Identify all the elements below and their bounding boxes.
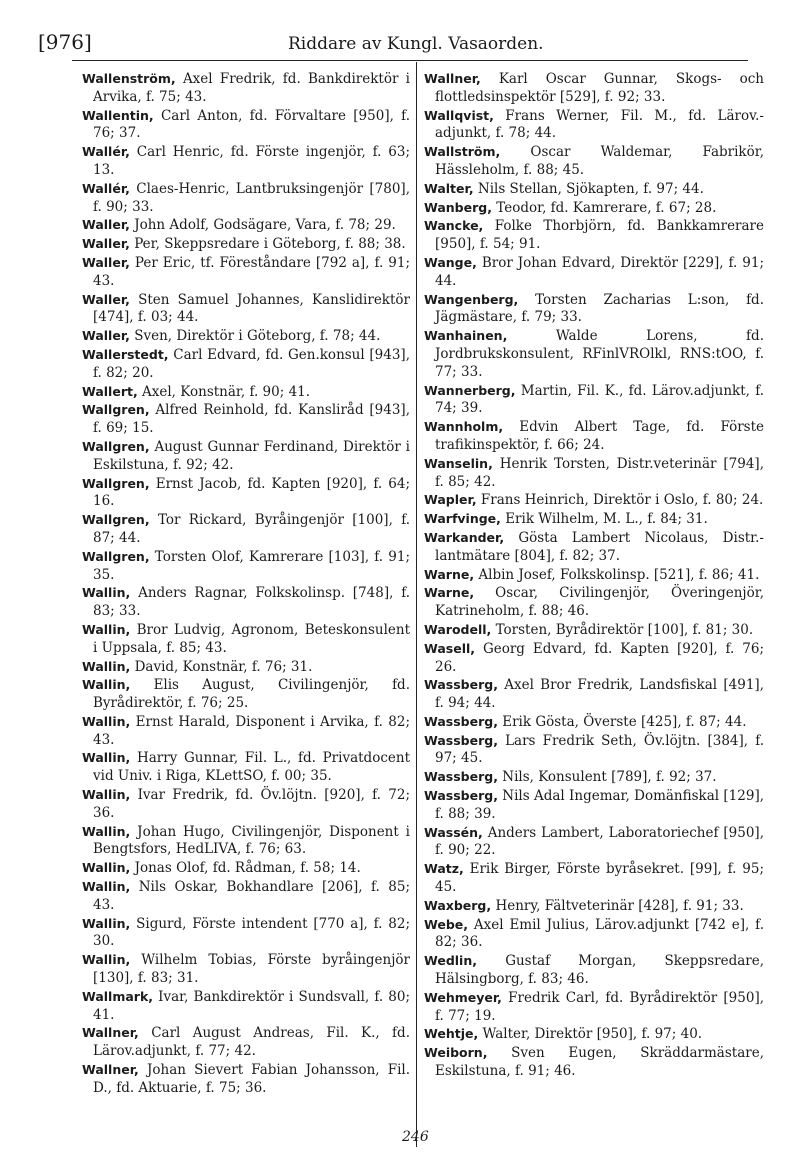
entry-name: Waller, [82, 254, 130, 270]
register-entry [82, 859, 410, 878]
register-entry [424, 989, 764, 1026]
entry-details: Lars Fredrik Seth, Öv.löjtn. [384], f. 97; 45. [435, 732, 765, 767]
entry-details: Sven Eugen, Skräddarmästare, Eskilstuna, f. 91; 46. [435, 1045, 764, 1080]
entry-details: Frans Werner, Fil. M., fd. Lärov.-adjunkt, f. 78; 44. [435, 107, 764, 142]
entry-name: Wallér, [82, 144, 130, 160]
entry-details: Carl August Andreas, Fil. K., fd. Lärov.adjunkt, f. 77; 42. [93, 1025, 410, 1060]
entry-name: Wanhainen, [424, 328, 508, 344]
entry-name: Wallin, [82, 823, 131, 839]
register-entry [424, 621, 764, 640]
register-entry [424, 491, 764, 510]
entry-details: Ernst Harald, Disponent i Arvika, f. 82; 43. [93, 713, 410, 748]
entry-details: Nils, Konsulent [789], f. 92; 37. [502, 769, 717, 786]
entry-details: Nils Oskar, Bokhandlare [206], f. 85; 43. [93, 879, 410, 913]
register-entry [424, 254, 764, 291]
entry-details: Karl Oscar Gunnar, Skogs- och flottledsinspektör [529], f. 92; 33. [435, 71, 764, 105]
entry-details: Albin Josef, Folkskolinsp. [521], f. 86; 41. [478, 566, 760, 583]
entry-name: Wallgren, [82, 512, 150, 528]
entry-name: Wannerberg, [424, 382, 516, 398]
entry-name: Wallin, [82, 658, 131, 674]
entry-name: Wanberg, [424, 199, 492, 215]
running-title: Riddare av Kungl. Vasaorden. [288, 34, 544, 54]
register-entry [82, 107, 410, 144]
entry-name: Wallin, [82, 750, 131, 766]
entry-name: Waller, [82, 291, 130, 307]
register-entry [424, 70, 764, 107]
entry-details: Sten Samuel Johannes, Kanslidirektör [474], f. 03; 44. [93, 291, 410, 326]
entry-details: Bror Johan Edvard, Direktör [229], f. 91; 44. [435, 254, 764, 289]
entry-name: Wancke, [424, 218, 484, 234]
entry-name: Warodell, [424, 621, 492, 637]
register-entry [424, 897, 764, 916]
register-entry [82, 438, 410, 475]
entry-details: Oscar, Civilingenjör, Överingenjör, Katrineholm, f. 88; 46. [435, 585, 764, 620]
register-entry [424, 199, 764, 218]
entry-details: Georg Edvard, fd. Kapten [920], f. 76; 26. [435, 640, 764, 675]
entry-details: Gösta Lambert Nicolaus, Distr.-lantmätare [804], f. 82; 37. [435, 529, 764, 564]
register-entry [424, 291, 764, 328]
entry-name: Wallin, [82, 915, 131, 931]
register-entry [82, 658, 410, 677]
entry-details: Bror Ludvig, Agronom, Beteskonsulent i Uppsala, f. 85; 43. [93, 621, 411, 656]
entry-details: Tor Rickard, Byråingenjör [100], f. 87; 44. [93, 512, 411, 546]
register-entry [424, 860, 764, 897]
left-column [82, 70, 410, 1098]
right-column [424, 70, 764, 1081]
entry-name: Waller, [82, 236, 130, 252]
entry-name: Wallér, [82, 180, 130, 196]
register-entry [82, 988, 410, 1025]
header-rule [72, 60, 748, 61]
page-reference: [976] [38, 30, 92, 54]
register-entry [82, 254, 410, 291]
register-entry [424, 510, 764, 529]
entry-details: Axel, Konstnär, f. 90; 41. [142, 383, 311, 400]
register-entry [82, 216, 410, 235]
register-entry [424, 217, 764, 254]
entry-name: Wallin, [82, 787, 131, 803]
entry-name: Wehmeyer, [424, 989, 502, 1005]
register-entry [424, 713, 764, 732]
entry-name: Wassberg, [424, 732, 498, 748]
entry-name: Walter, [424, 180, 474, 196]
entry-details: Axel Emil Julius, Lärov.adjunkt [742 e], f. 82; 36. [435, 916, 764, 951]
entry-details: Erik Gösta, Överste [425], f. 87; 44. [502, 713, 747, 730]
entry-name: Wassberg, [424, 769, 498, 785]
entry-name: Weiborn, [424, 1045, 488, 1061]
entry-details: Johan Hugo, Civilingenjör, Disponent i Bengtsfors, HedLIVA, f. 76; 63. [93, 823, 410, 858]
register-entry [82, 951, 410, 988]
register-entry [82, 346, 410, 383]
entry-name: Waller, [82, 217, 130, 233]
entry-details: Per, Skeppsredare i Göteborg, f. 88; 38. [134, 236, 406, 253]
entry-name: Wallner, [82, 1062, 139, 1078]
register-entry [82, 383, 410, 402]
register-entry [424, 952, 764, 989]
register-entry [424, 327, 764, 381]
register-entry [424, 732, 764, 769]
entry-details: Torsten, Byrådirektör [100], f. 81; 30. [495, 621, 754, 638]
entry-details: Elis August, Civilingenjör, fd. Byrådirektör, f. 76; 25. [93, 677, 410, 712]
register-entry [424, 418, 764, 455]
entry-name: Wallin, [82, 879, 131, 895]
register-entry [82, 548, 410, 585]
entry-name: Webe, [424, 916, 468, 932]
entry-name: Wassberg, [424, 788, 498, 804]
entry-name: Wallentin, [82, 107, 154, 123]
entry-name: Wassén, [424, 824, 483, 840]
entry-name: Wallner, [424, 71, 481, 86]
register-entry [82, 1061, 410, 1098]
entry-details: Ivar Fredrik, fd. Öv.löjtn. [920], f. 72; 36. [93, 787, 410, 821]
entry-details: Folke Thorbjörn, fd. Bankkamrerare [950], f. 54; 91. [435, 218, 765, 253]
entry-name: Wanselin, [424, 455, 493, 471]
entry-details: Gustaf Morgan, Skeppsredare, Hälsingborg, f. 83; 46. [435, 953, 764, 988]
entry-details: Harry Gunnar, Fil. L., fd. Privatdocent vid Univ. i Riga, KLettSO, f. 00; 35. [93, 750, 410, 785]
entry-details: Axel Bror Fredrik, Landsfiskal [491], f. 94; 44. [435, 677, 764, 712]
entry-name: Wallner, [82, 1025, 139, 1041]
entry-name: Wallgren, [82, 402, 150, 418]
entry-details: Ivar, Bankdirektör i Sundsvall, f. 80; 41. [93, 988, 410, 1023]
entry-details: Wilhelm Tobias, Förste byråingenjör [130], f. 83; 31. [93, 952, 410, 987]
register-entry [82, 584, 410, 621]
entry-details: Henrik Torsten, Distr.veterinär [794], f. 85; 42. [435, 455, 764, 490]
entry-name: Wallenström, [82, 71, 176, 86]
entry-details: Nils Stellan, Sjökapten, f. 97; 44. [477, 180, 704, 197]
register-entry [424, 1025, 764, 1044]
entry-name: Wallin, [82, 621, 131, 637]
entry-details: John Adolf, Godsägare, Vara, f. 78; 29. [134, 217, 396, 234]
register-entry [82, 676, 410, 713]
register-entry [82, 475, 410, 512]
register-entry [424, 529, 764, 566]
entry-details: Carl Henric, fd. Förste ingenjör, f. 63; 13. [93, 144, 411, 178]
entry-details: Teodor, fd. Kamrerare, f. 67; 28. [496, 199, 717, 216]
entry-details: Axel Fredrik, fd. Bankdirektör i Arvika, f. 75; 43. [93, 71, 410, 105]
entry-details: August Gunnar Ferdinand, Direktör i Eskilstuna, f. 92; 42. [93, 438, 410, 473]
register-entry [82, 511, 410, 548]
entry-name: Wannholm, [424, 419, 504, 435]
register-entry [82, 180, 410, 217]
entry-name: Waxberg, [424, 897, 492, 913]
entry-name: Wassberg, [424, 677, 498, 693]
register-entry [424, 584, 764, 621]
register-entry [424, 180, 764, 199]
register-entry [424, 107, 764, 144]
page-number: 246 [402, 1129, 429, 1145]
entry-details: Alfred Reinhold, fd. Kansliråd [943], f. 69; 15. [93, 402, 410, 437]
entry-name: Wallin, [82, 952, 131, 968]
register-entry [424, 382, 764, 419]
entry-details: Martin, Fil. K., fd. Lärov.adjunkt, f. 74; 39. [435, 382, 764, 417]
register-entry [424, 676, 764, 713]
entry-details: Fredrik Carl, fd. Byrådirektör [950], f. 77; 19. [435, 989, 764, 1024]
entry-details: Per Eric, tf. Föreståndare [792 a], f. 91; 43. [93, 254, 410, 289]
entry-name: Waller, [82, 328, 130, 344]
entry-details: Henry, Fältveterinär [428], f. 91; 33. [495, 897, 744, 914]
register-entry [424, 824, 764, 861]
entry-name: Wallin, [82, 585, 131, 601]
entry-name: Wallin, [82, 713, 131, 729]
register-entry [82, 235, 410, 254]
entry-details: Erik Wilhelm, M. L., f. 84; 31. [505, 511, 708, 528]
entry-details: Anders Ragnar, Folkskolinsp. [748], f. 83; 33. [93, 585, 411, 620]
register-entry [82, 70, 410, 107]
entry-details: Johan Sievert Fabian Johansson, Fil. D., fd. Aktuarie, f. 75; 36. [93, 1062, 411, 1096]
entry-details: Anders Lambert, Laboratoriechef [950], f. 90; 22. [435, 824, 764, 859]
entry-name: Wallqvist, [424, 107, 494, 123]
register-entry [82, 749, 410, 786]
register-entry [424, 916, 764, 953]
register-entry [82, 915, 410, 952]
entry-name: Wallerstedt, [82, 346, 169, 362]
entry-name: Warfvinge, [424, 511, 501, 527]
entry-name: Wallgren, [82, 438, 150, 454]
entry-details: Carl Anton, fd. Förvaltare [950], f. 76; 37. [93, 107, 410, 142]
register-entry [424, 566, 764, 585]
register-entry [82, 401, 410, 438]
register-entry [424, 1044, 764, 1081]
entry-name: Wallström, [424, 144, 501, 160]
entry-details: Sigurd, Förste intendent [770 a], f. 82; 30. [93, 915, 411, 950]
entry-details: Edvin Albert Tage, fd. Förste trafikinspektör, f. 66; 24. [435, 419, 764, 453]
entry-details: Carl Edvard, fd. Gen.konsul [943], f. 82; 20. [93, 346, 410, 381]
entry-name: Watz, [424, 861, 464, 877]
entry-name: Wehtje, [424, 1026, 479, 1042]
register-entry [424, 455, 764, 492]
register-entry [82, 823, 410, 860]
entry-details: Sven, Direktör i Göteborg, f. 78; 44. [134, 328, 381, 345]
entry-name: Wallin, [82, 860, 131, 876]
entry-details: Jonas Olof, fd. Rådman, f. 58; 14. [134, 860, 361, 877]
entry-name: Wallin, [82, 677, 131, 693]
entry-name: Wallgren, [82, 475, 150, 491]
register-entry [82, 291, 410, 328]
register-entry [82, 327, 410, 346]
register-entry [424, 787, 764, 824]
entry-details: Walde Lorens, fd. Jordbrukskonsulent, RFinlVROlkl, RNS:tOO, f. 77; 33. [435, 328, 764, 380]
entry-name: Wallert, [82, 383, 138, 399]
entry-details: Nils Adal Ingemar, Domänfiskal [129], f. 88; 39. [435, 788, 765, 822]
entry-details: Erik Birger, Förste byråsekret. [99], f. 95; 45. [435, 861, 764, 896]
register-entry [82, 713, 410, 750]
entry-details: David, Konstnär, f. 76; 31. [134, 658, 313, 675]
entry-details: Torsten Olof, Kamrerare [103], f. 91; 35. [93, 548, 410, 583]
register-entry [82, 878, 410, 915]
entry-name: Wasell, [424, 640, 476, 656]
register-entry [424, 640, 764, 677]
register-entry [424, 768, 764, 787]
entry-details: Claes-Henric, Lantbruksingenjör [780], f. 90; 33. [93, 180, 410, 215]
entry-details: Frans Heinrich, Direktör i Oslo, f. 80; 24. [480, 492, 764, 509]
register-entry [82, 621, 410, 658]
register-entry [82, 1024, 410, 1061]
register-entry [82, 786, 410, 823]
entry-name: Wallgren, [82, 548, 150, 564]
register-entry [82, 143, 410, 180]
entry-name: Wassberg, [424, 713, 498, 729]
entry-name: Wallmark, [82, 988, 154, 1004]
register-entry [424, 143, 764, 180]
entry-details: Walter, Direktör [950], f. 97; 40. [482, 1026, 703, 1043]
entry-name: Warne, [424, 566, 475, 582]
entry-name: Warkander, [424, 529, 505, 545]
entry-name: Warne, [424, 585, 475, 601]
entry-details: Torsten Zacharias L:son, fd. Jägmästare, f. 79; 33. [435, 291, 764, 326]
entry-name: Wedlin, [424, 953, 477, 969]
entry-name: Wangenberg, [424, 291, 519, 307]
entry-details: Oscar Waldemar, Fabrikör, Hässleholm, f. 88; 45. [435, 144, 765, 178]
entry-name: Wapler, [424, 492, 477, 508]
column-divider [416, 62, 417, 1147]
entry-details: Ernst Jacob, fd. Kapten [920], f. 64; 16. [93, 475, 410, 510]
entry-name: Wange, [424, 254, 477, 270]
